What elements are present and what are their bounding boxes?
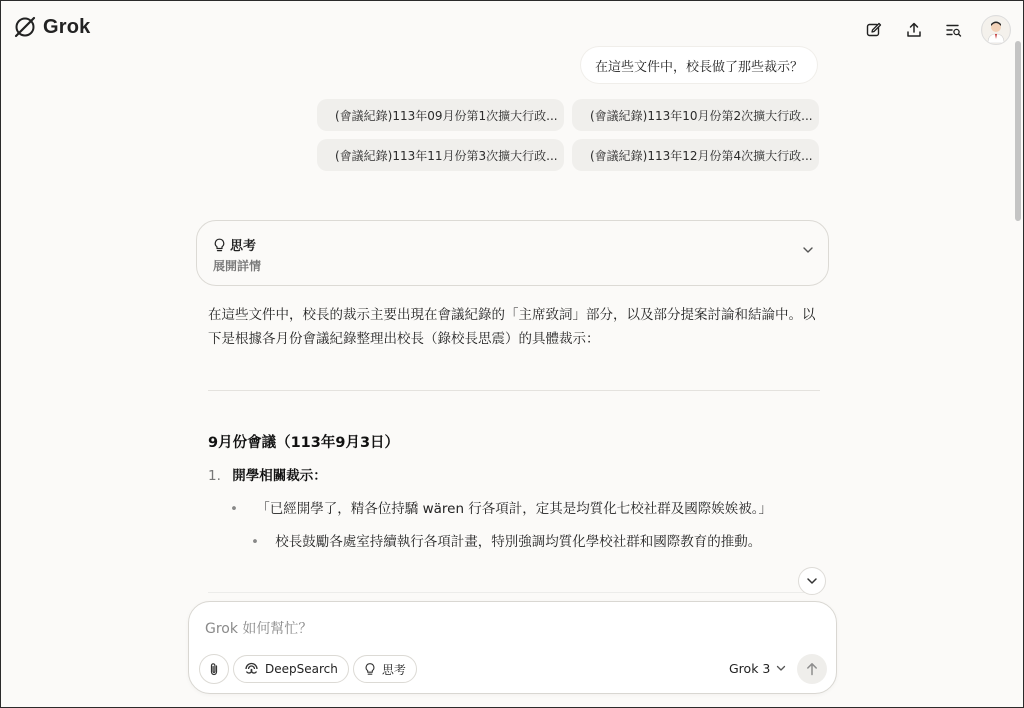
model-label: Grok 3	[729, 661, 771, 676]
chevron-down-icon	[776, 665, 786, 672]
thinking-expand-label[interactable]: 展開詳情	[213, 259, 262, 273]
ordered-list-item	[208, 464, 327, 484]
bullet-dot: •	[251, 534, 259, 550]
composer	[188, 601, 837, 694]
top-bar	[1, 1, 1023, 57]
user-message-text: 在這些文件中，校長做了那些裁示？	[595, 59, 804, 75]
thinking-panel[interactable]	[196, 220, 829, 286]
divider	[208, 390, 820, 391]
thinking-title: 思考	[230, 239, 257, 254]
grok-logo[interactable]	[13, 15, 90, 39]
attachment-chip[interactable]	[317, 139, 564, 171]
deepsearch-button[interactable]	[233, 655, 349, 683]
bullet-dot: •	[230, 501, 238, 517]
attachment-name: (會議紀錄)113年09月份第1次擴大行政...	[335, 108, 558, 123]
list-number: 1.	[208, 468, 221, 484]
user-message-bubble	[581, 47, 817, 83]
attachment-chip[interactable]	[572, 139, 819, 171]
attachment-chip[interactable]	[572, 99, 819, 131]
chevron-down-icon	[806, 577, 818, 585]
attachment-chip[interactable]	[317, 99, 564, 131]
bullet-text: 校長鼓勵各處室持續執行各項計畫，特別強調均質化學校社群和國際教育的推動。	[275, 534, 762, 550]
section-heading: 9月份會議（113年9月3日）	[208, 435, 400, 451]
bullet-text: 「已經開學了，精各位持驕 wären 行各項計，定其是均質化七校社群及國際娭娭被。」	[256, 501, 773, 517]
grok-logo-icon	[13, 15, 37, 39]
think-label: 思考	[381, 662, 406, 677]
history-search-icon	[946, 22, 962, 38]
lightbulb-icon	[364, 662, 376, 676]
think-button[interactable]	[353, 655, 417, 683]
user-avatar-icon	[983, 17, 1009, 43]
attachment-name: (會議紀錄)113年11月份第3次擴大行政...	[335, 148, 558, 163]
send-button[interactable]	[797, 654, 827, 684]
history-search-button[interactable]	[941, 17, 967, 43]
arrow-up-icon	[806, 662, 818, 676]
lightbulb-icon	[213, 238, 226, 252]
share-button[interactable]	[901, 17, 927, 43]
chevron-down-icon	[802, 246, 814, 254]
attachment-list	[317, 99, 819, 171]
attach-button[interactable]	[199, 654, 229, 684]
avatar[interactable]	[981, 15, 1011, 45]
bullet-item	[230, 497, 772, 517]
nested-bullet-item	[251, 530, 761, 550]
attachment-name: (會議紀錄)113年10月份第2次擴大行政...	[590, 108, 813, 123]
edit-icon	[866, 22, 882, 38]
thinking-toggle[interactable]	[802, 239, 814, 258]
model-selector[interactable]	[729, 661, 786, 676]
app-name: Grok	[43, 15, 91, 38]
page-scrollbar[interactable]	[1015, 41, 1021, 221]
content-fade-edge	[208, 592, 820, 593]
attachment-name: (會議紀錄)113年12月份第4次擴大行政...	[590, 148, 813, 163]
deepsearch-label: DeepSearch	[265, 662, 338, 676]
answer-intro: 在這些文件中，校長的裁示主要出現在會議紀錄的「主席致詞」部分，以及部分提案討論和結論中。以下是根據各月份會議紀錄整理出校長（錄校長思震）的具體裁示：	[208, 307, 816, 347]
share-icon	[906, 22, 922, 38]
list-item-label: 開學相關裁示：	[232, 468, 327, 484]
deepsearch-icon	[244, 662, 259, 676]
prompt-input[interactable]	[203, 620, 807, 638]
new-chat-button[interactable]	[861, 17, 887, 43]
paperclip-icon	[207, 662, 221, 677]
scroll-to-bottom-button[interactable]	[798, 567, 826, 595]
